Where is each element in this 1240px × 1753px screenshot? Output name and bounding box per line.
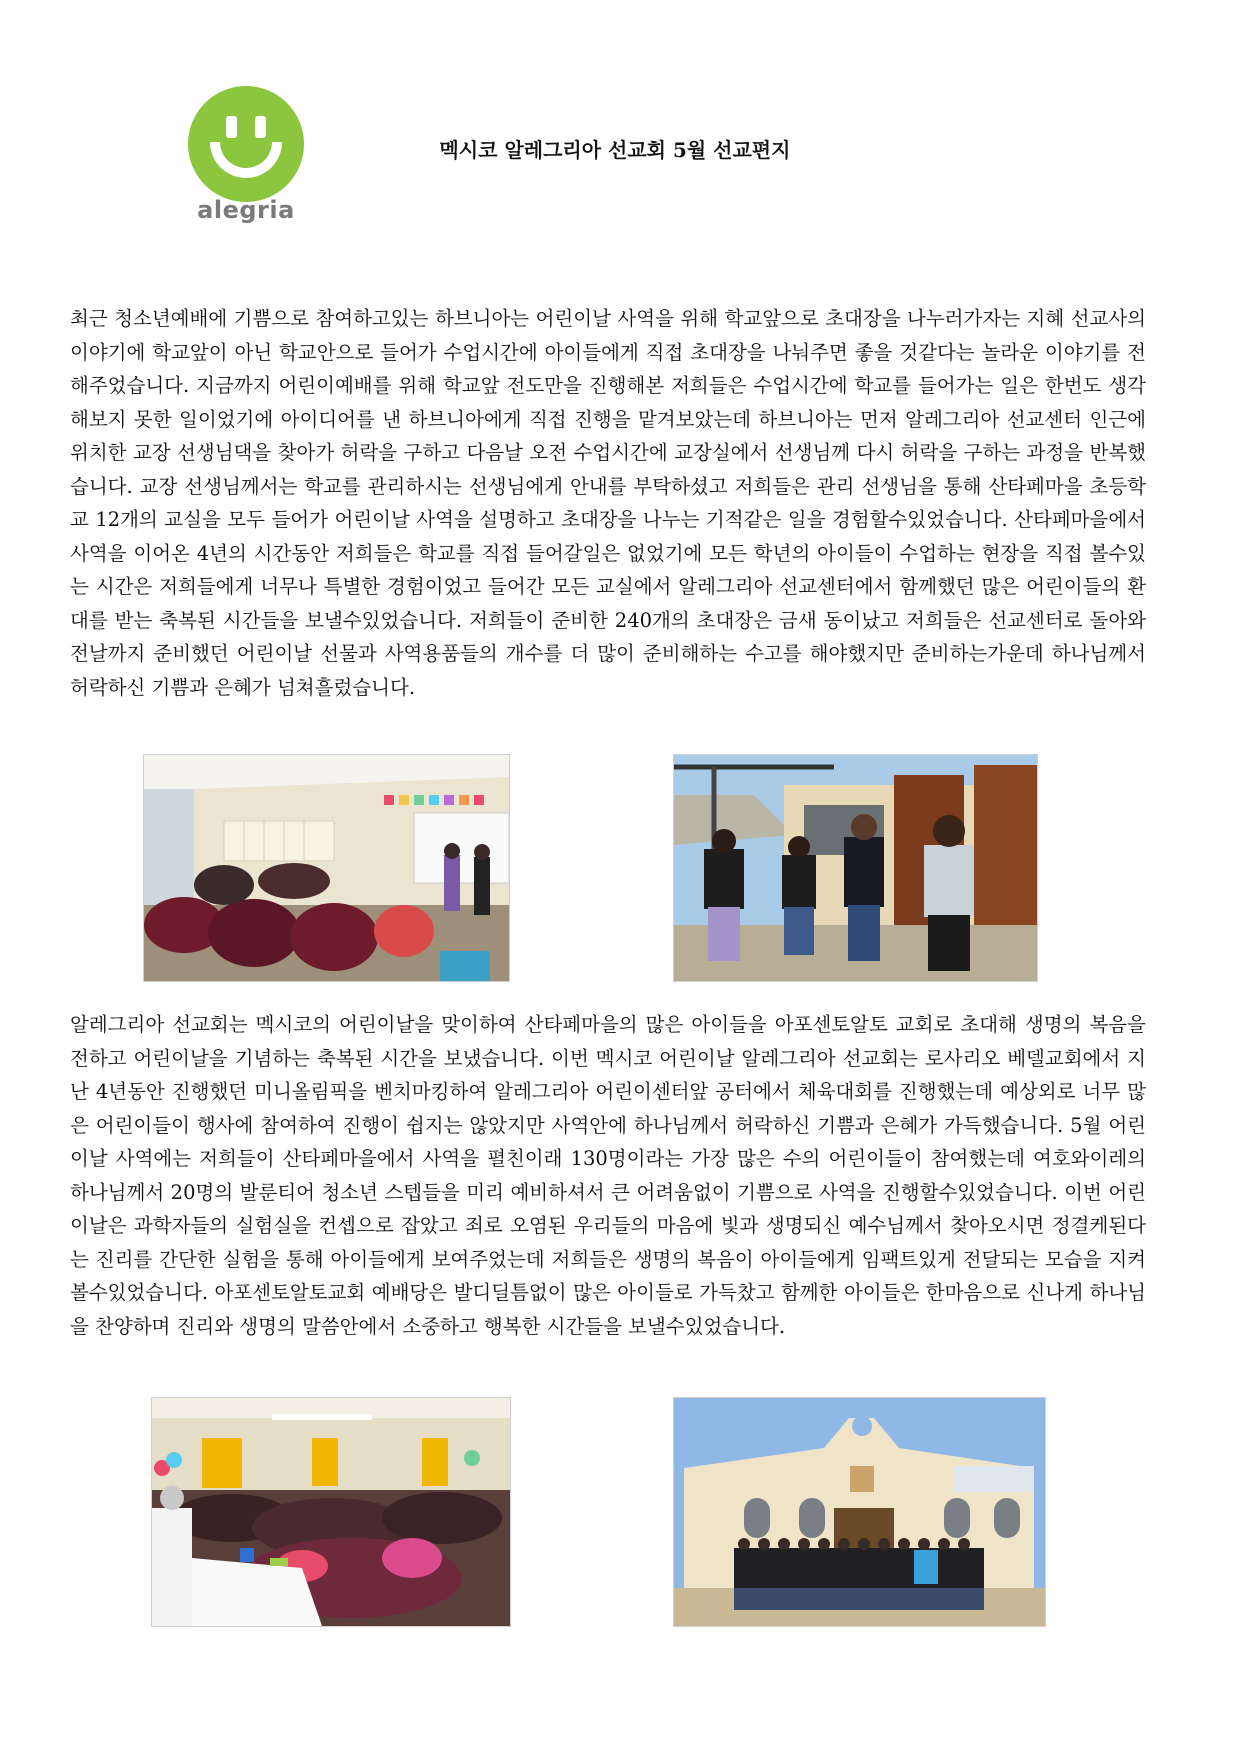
school-visit-photo bbox=[673, 754, 1038, 982]
body-paragraph-1: 최근 청소년예배에 기쁨으로 참여하고있는 하브니아는 어린이날 사역을 위해 학교앞으로 초대장을 나누러가자는 지혜 선교사의 이야기에 학교앞이 아닌 학교안으로 들어가 수업시간에 아이들에게 직접 초대장을 나눠주면 좋을 것같다는 놀라운 이야기를 전해주었습니다. 지금까지 어린이예배를 위해 학교앞 전도만을 진행해본 저희들은 수업시간에 학교를 들어가는 일은 한번도 생각해보지 못한 일이었기에 아이디어를 낸 하브니아에게 직접 진행을 맡겨보았는데 하브니아는 먼저 알레그리아 선교센터 인근에 위치한 교장 선생님댁을 찾아가 허락을 구하고 다음날 오전 수업시간에 교장실에서 선생님께 다시 허락을 구하는 과정을 반복했습니다. 교장 선생님께서는 학교를 관리하시는 선생님에게 안내를 부탁하셨고 저희들은 관리 선생님을 통해 산타페마을 초등학교 12개의 교실을 모두 들어가 어린이날 사역을 설명하고 초대장을 나누는 기적같은 일을 경험할수있었습니다. 산타페마을에서 사역을 이어온 4년의 시간동안 저희들은 학교를 직접 들어갈일은 없었기에 모든 학년의 아이들이 수업하는 현장을 직접 볼수있는 시간은 저희들에게 너무나 특별한 경험이었고 들어간 모든 교실에서 알레그리아 선교센터에서 함께했던 많은 어린이들의 환대를 받는 축복된 시간들을 보낼수있었습니다. 저희들이 준비한 240개의 초대장은 금새 동이났고 저희들은 선교센터로 돌아와 전날까지 준비했던 어린이날 선물과 사역용품들의 개수를 더 많이 준비해하는 수고를 해야했지만 준비하는가운데 하나님께서 허락하신 기쁨과 은혜가 넘쳐흘렀습니다. bbox=[70, 307, 1146, 699]
church-group-photo bbox=[673, 1397, 1046, 1627]
alegria-logo bbox=[186, 86, 306, 228]
smiley-face-icon bbox=[188, 86, 304, 202]
body-paragraph-2: 알레그리아 선교회는 멕시코의 어린이날을 맞이하여 산타페마을의 많은 아이들을 아포센토알토 교회로 초대해 생명의 복음을 전하고 어린이날을 기념하는 축복된 시간을 보냈습니다. 이번 멕시코 어린이날 알레그리아 선교회는 로사리오 베델교회에서 지난 4년동안 진행했던 미니올림픽을 벤치마킹하여 알레그리아 어린이센터앞 공터에서 체육대회를 진행했는데 예상외로 너무 많은 어린이들이 행사에 참여하여 진행이 쉽지는 않았지만 사역안에 하나님께서 허락하신 기쁨과 은혜가 가득했습니다. 5월 어린이날 사역에는 저희들이 산타페마을에서 사역을 펼친이래 130명이라는 가장 많은 수의 어린이들이 참여했는데 여호와이레의 하나님께서 20명의 발룬티어 청소년 스텝들을 미리 예비하셔서 큰 어려움없이 기쁨으로 사역을 진행할수있었습니다. 이번 어린이날은 과학자들의 실험실을 컨셉으로 잡았고 죄로 오염된 우리들의 마음에 빛과 생명되신 예수님께서 찾아오시면 정결케된다는 진리를 간단한 실험을 통해 아이들에게 보여주었는데 저희들은 생명의 복음이 아이들에게 임팩트있게 전달되는 모습을 지켜볼수있었습니다. 아포센토알토교회 예배당은 발디딜틈없이 많은 아이들로 가득찼고 함께한 아이들은 한마음으로 신나게 하나님을 찬양하며 진리와 생명의 말씀안에서 소중하고 행복한 시간들을 보낼수있었습니다. bbox=[70, 1013, 1146, 1338]
church-event-photo-image bbox=[152, 1398, 510, 1626]
logo-wordmark: alegria bbox=[197, 196, 295, 224]
logo-right-eye bbox=[255, 116, 266, 138]
classroom-photo-image bbox=[144, 755, 509, 981]
logo-left-eye bbox=[226, 116, 237, 138]
letter-title: 멕시코 알레그리아 선교회 5월 선교편지 bbox=[439, 138, 791, 162]
logo-smile bbox=[210, 142, 282, 178]
church-group-photo-image bbox=[674, 1398, 1045, 1626]
school-visit-photo-image bbox=[674, 755, 1037, 981]
classroom-photo bbox=[143, 754, 510, 982]
church-event-photo bbox=[151, 1397, 511, 1627]
